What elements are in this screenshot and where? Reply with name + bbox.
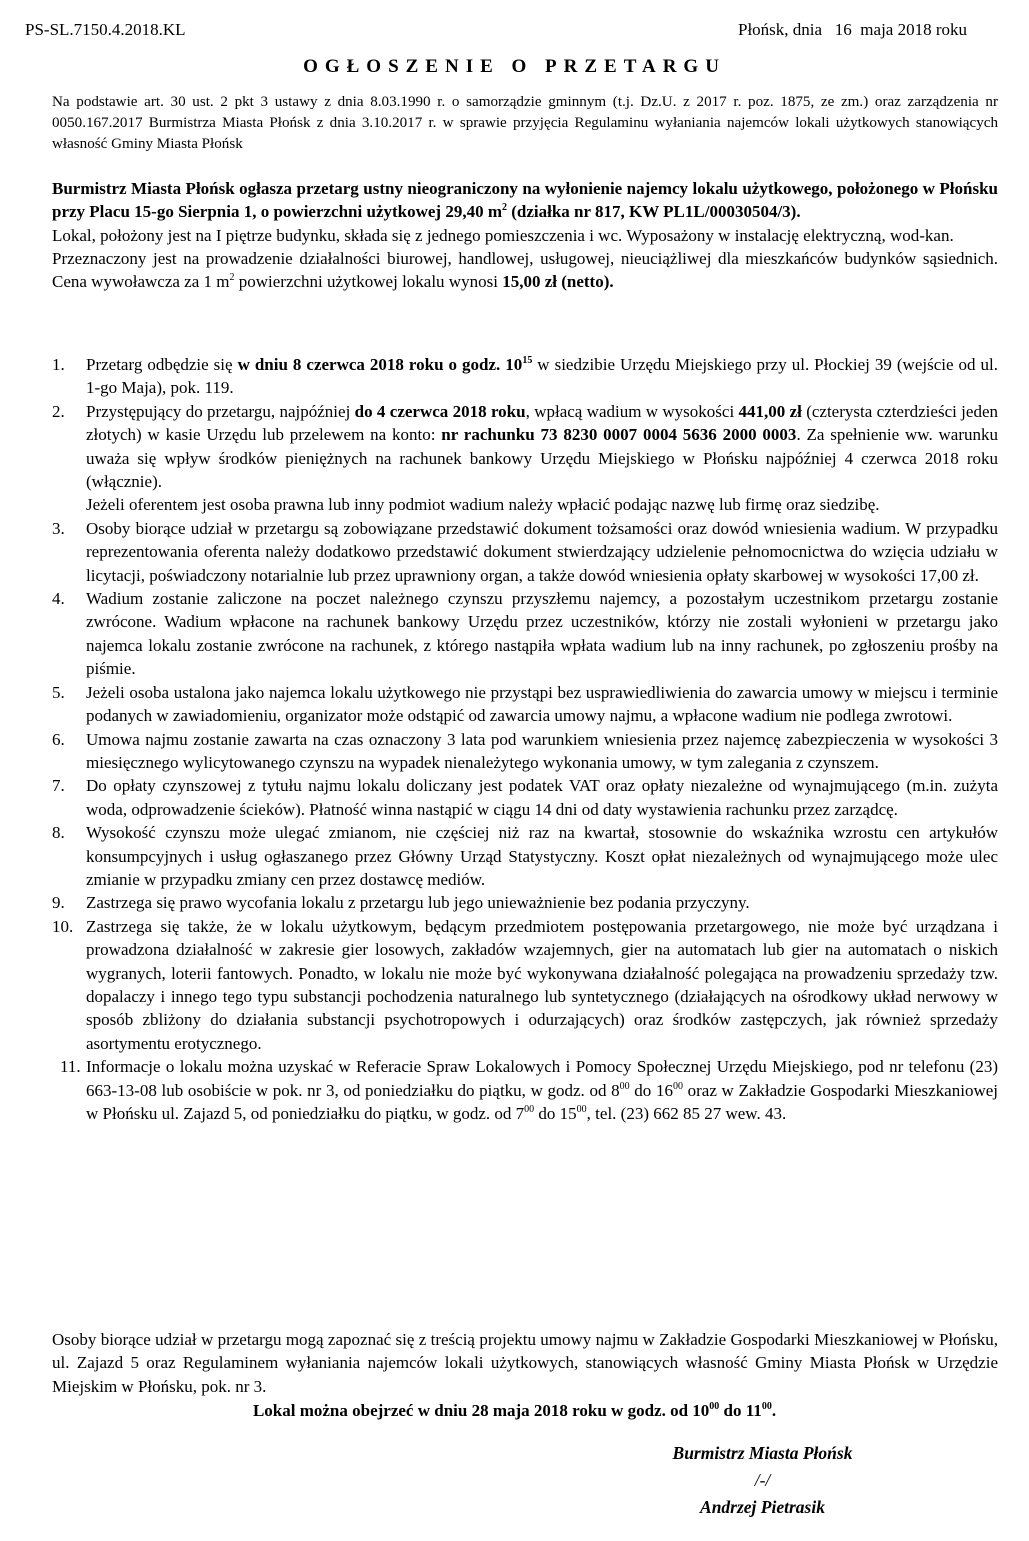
intro-lead-bold-2: (działka nr 817, KW PL1L/00030504/3). (507, 202, 801, 222)
list-item-text: , wpłacą wadium w wysokości (525, 401, 739, 421)
list-item-number: 10. (52, 916, 74, 936)
auction-date: w dniu 8 czerwca 2018 roku o godz. 10 (237, 355, 523, 374)
list-item (52, 821, 998, 891)
list-item-text: w siedzibie Urzędu Miejskiego przy ul. Płockiej 39 (wejście od ul. 1-go Maja), pok. 119. (86, 355, 998, 398)
list-item-number: 7. (52, 776, 65, 796)
intro-purpose-text: Przeznaczony jest na prowadzenie działalności biurowej, handlowej, usługowej, nieuciążliwej dla mieszkańców budynków sąsiednich. Cena wywoławcza za 1 m (52, 248, 998, 292)
conditions-list (52, 353, 998, 1125)
list-item-number: 4. (52, 589, 65, 609)
list-item-text: . Za spełnienie ww. warunku uważa się wpływ środków pieniężnych na rachunek bankowy Urzędu Miejskiego w Płońsku najpóźniej 4 czerwca 2018 roku (włącznie). (86, 425, 999, 492)
list-item (52, 891, 998, 914)
intro-purpose-sup: 2 (229, 272, 235, 284)
viewing-date-text-2: do 11 (719, 1401, 762, 1420)
list-item-text: Zastrzega się prawo wycofania lokalu z przetargu lub jego unieważnienie bez podania przyczyny. (86, 893, 750, 913)
list-item (52, 681, 998, 728)
list-item-number: 6. (52, 729, 65, 749)
viewing-sup: 00 (709, 1401, 720, 1412)
signature-name: Andrzej Pietrasik (700, 1497, 825, 1517)
signature-title: Burmistrz Miasta Płońsk (672, 1443, 853, 1463)
document-date: Płońsk, dnia 16 maja 2018 roku (737, 20, 967, 39)
list-item-number: 5. (52, 682, 65, 702)
list-item-text: oraz w Zakładzie Gospodarki Mieszkaniowej w Płońsku ul. Zajazd 5, od poniedziałku do piątku, w godz. od 7 (86, 1080, 998, 1123)
list-item (52, 1055, 998, 1125)
list-item-number: 11. (60, 1057, 81, 1077)
viewing-sup-2: 00 (761, 1401, 772, 1412)
document-title: OGŁOSZENIE O PRZETARGU (303, 56, 726, 77)
list-item-text: Wysokość czynszu może ulegać zmianom, nie częściej niż raz na kwartał, stosownie do wskaźnika wzrostu cen artykułów konsumpcyjnych i usług ogłaszanego przez Główny Urząd Statystyczny. Koszt opłat niezależnych od wynajmującego może ulec zmianie w przypadku zmiany cen przez dostawcę mediów. (86, 823, 998, 889)
list-item (52, 587, 998, 681)
hours-sup: 00 (672, 1080, 683, 1092)
deposit-amount: 441,00 zł (738, 401, 802, 421)
list-item-text: Do opłaty czynszowej z tytułu najmu lokalu doliczany jest podatek VAT oraz opłaty niezależne od wynajmującego (m.in. zużyta woda, odprowadzenie ścieków). Płatność winna nastąpić w ciągu 14 dni od daty wystawienia rachunku przez zarządcę. (86, 776, 998, 819)
signature-mark: /-/ (754, 1470, 771, 1490)
closing-paragraph: Osoby biorące udział w przetargu mogą zapoznać się z treścią projektu umowy najmu w Zakładzie Gospodarki Mieszkaniowej w Płońsku, ul. Zajazd 5 oraz Regulaminem wyłaniania najemców lokali użytkowych, stanowiących własność Gminy Miasta Płońsk w Urzędzie Miejskim w Płońsku, pok. nr 3. (52, 1330, 998, 1396)
list-item-number: 2. (52, 401, 65, 421)
list-item (52, 517, 998, 587)
reference-number: PS-SL.7150.4.2018.KL (25, 20, 186, 39)
legal-basis: Na podstawie art. 30 ust. 2 pkt 3 ustawy z dnia 8.03.1990 r. o samorządzie gminnym (t.j. Dz.U. z 2017 r. poz. 1875, ze zm.) oraz zarządzenia nr 0050.167.2017 Burmistrza Miasta Płońsk z dnia 3.10.2017 r. w sprawie przyjęcia Regulaminu wyłaniania najemców lokali użytkowych stanowiących własność Gminy Miasta Płońsk (52, 94, 998, 152)
list-item-number: 9. (52, 893, 65, 913)
list-item (52, 728, 998, 775)
intro-purpose (52, 247, 998, 294)
list-item (52, 915, 998, 1055)
list-item-text: Wadium zostanie zaliczone na poczet należnego czynszu przyszłemu najemcy, a pozostałym uczestnikom przetargu zostanie zwrócone. Wadium wpłacone na rachunek bankowy Urzędu przez uczestników, którzy nie zostali wyłonieni w przetargu jako najemca lokalu zostanie zwrócone na rachunek, z którego nastąpiła wpłata wadium lub na inny rachunek, po zgłoszeniu prośby na piśmie. (86, 589, 998, 679)
hours-sup: 00 (576, 1104, 587, 1115)
viewing-date-text: Lokal można obejrzeć w dniu 28 maja 2018 roku w godz. od 10 (252, 1401, 710, 1420)
list-item-text: do 15 (534, 1104, 577, 1123)
intro-purpose-text-2: powierzchni użytkowej lokalu wynosi (234, 272, 503, 292)
viewing-date-end: . (771, 1401, 777, 1420)
bank-account: nr rachunku 73 8230 0007 0004 5636 2000 0003 (441, 425, 797, 445)
list-item-text: (czterysta czterdzieści jeden złotych) w kasie Urzędu lub przelewem na konto: (86, 401, 998, 445)
intro-section (52, 177, 998, 293)
list-item-text: Jeżeli osoba ustalona jako najemca lokalu użytkowego nie przystąpi bez usprawiedliwienia do zawarcia umowy w miejscu i terminie podanych w zawiadomieniu, organizator może odstąpić od zawarcia umowy najmu, a wpłacone wadium nie podlega zwrotowi. (86, 682, 998, 726)
signature-block (620, 1440, 905, 1521)
hours-sup: 00 (524, 1104, 535, 1115)
auction-time-sup: 15 (522, 355, 533, 366)
list-item-text: , tel. (23) 662 85 27 wew. 43. (586, 1104, 787, 1123)
list-item (52, 400, 998, 517)
list-item (52, 774, 998, 821)
intro-lead (52, 177, 998, 224)
list-item-text: Przystępujący do przetargu, najpóźniej (86, 401, 355, 421)
intro-lead-bold: Burmistrz Miasta Płońsk ogłasza przetarg ustny nieograniczony na wyłonienie najemcy lokalu użytkowego, położonego w Płońsku przy Placu 15-go Sierpnia 1, o powierzchni użytkowej 29,40 m (52, 179, 998, 222)
list-item-text: Osoby biorące udział w przetargu są zobowiązane przedstawić dokument tożsamości oraz dowód wniesienia wadium. W przypadku reprezentowania oferenta należy dodatkowo przedstawić dokument stwierdzający udzielenie pełnomocnictwa do wzięcia udziału w licytacji, poświadczony notarialnie lub przez uprawniony organ, a także dowód wniesienia opłaty skarbowej w wysokości 17,00 zł. (86, 518, 998, 585)
list-item-text: Przetarg odbędzie się (86, 355, 238, 374)
list-item (52, 353, 998, 400)
intro-price: 15,00 zł (netto). (502, 272, 614, 292)
intro-location: Lokal, położony jest na I piętrze budynku, składa się z jednego pomieszczenia i wc. Wyposażony w instalację elektryczną, wod-kan. (52, 225, 954, 245)
deposit-deadline: do 4 czerwca 2018 roku (354, 401, 526, 421)
hours-sup: 00 (619, 1080, 630, 1092)
list-item-number: 3. (52, 518, 65, 538)
list-item-number: 1. (52, 355, 65, 374)
list-item-text: Zastrzega się także, że w lokalu użytkowym, będącym przedmiotem postępowania przetargowego, nie może być urządzana i prowadzona działalność w zakresie gier losowych, zakładów wzajemnych, gier na automatach lub gier na automatach o niskich wygranych, loterii fantowych. Ponadto, w lokalu nie może być wykonywana działalność polegająca na prowadzeniu sprzedaży tzw. dopalaczy i innego tego typu substancji pochodzenia naturalnego lub syntetycznego (działających na ośrodkowy układ nerwowy w sposób zbliżony do działania substancji psychotropowych i odurzających) oraz środków zastępczych, jak również sprzedaży asortymentu erotycznego. (86, 916, 998, 1053)
list-item-text: Umowa najmu zostanie zawarta na czas oznaczony 3 lata pod warunkiem wniesienia przez najemcę zabezpieczenia w wysokości 3 miesięcznego wylicytowanego czynszu na wypadek nienależytego wykonania umowy, w tym zalegania z czynszem. (86, 729, 998, 772)
list-item-text: Jeżeli oferentem jest osoba prawna lub inny podmiot wadium należy wpłacić podając nazwę lub firmę oraz siedzibę. (86, 495, 880, 515)
intro-lead-sup: 2 (502, 202, 507, 214)
list-item-number: 8. (52, 823, 65, 843)
list-item-text: Informacje o lokalu można uzyskać w Referacie Spraw Lokalowych i Pomocy Społecznej Urzędu Miejskiego, pod nr telefonu (23) 663-13-08 lub osobiście w pok. nr 3, od poniedziałku do piątku, w godz. od 8 (86, 1057, 998, 1100)
viewing-date (0, 1401, 1029, 1421)
list-item-text: do 16 (629, 1080, 673, 1100)
